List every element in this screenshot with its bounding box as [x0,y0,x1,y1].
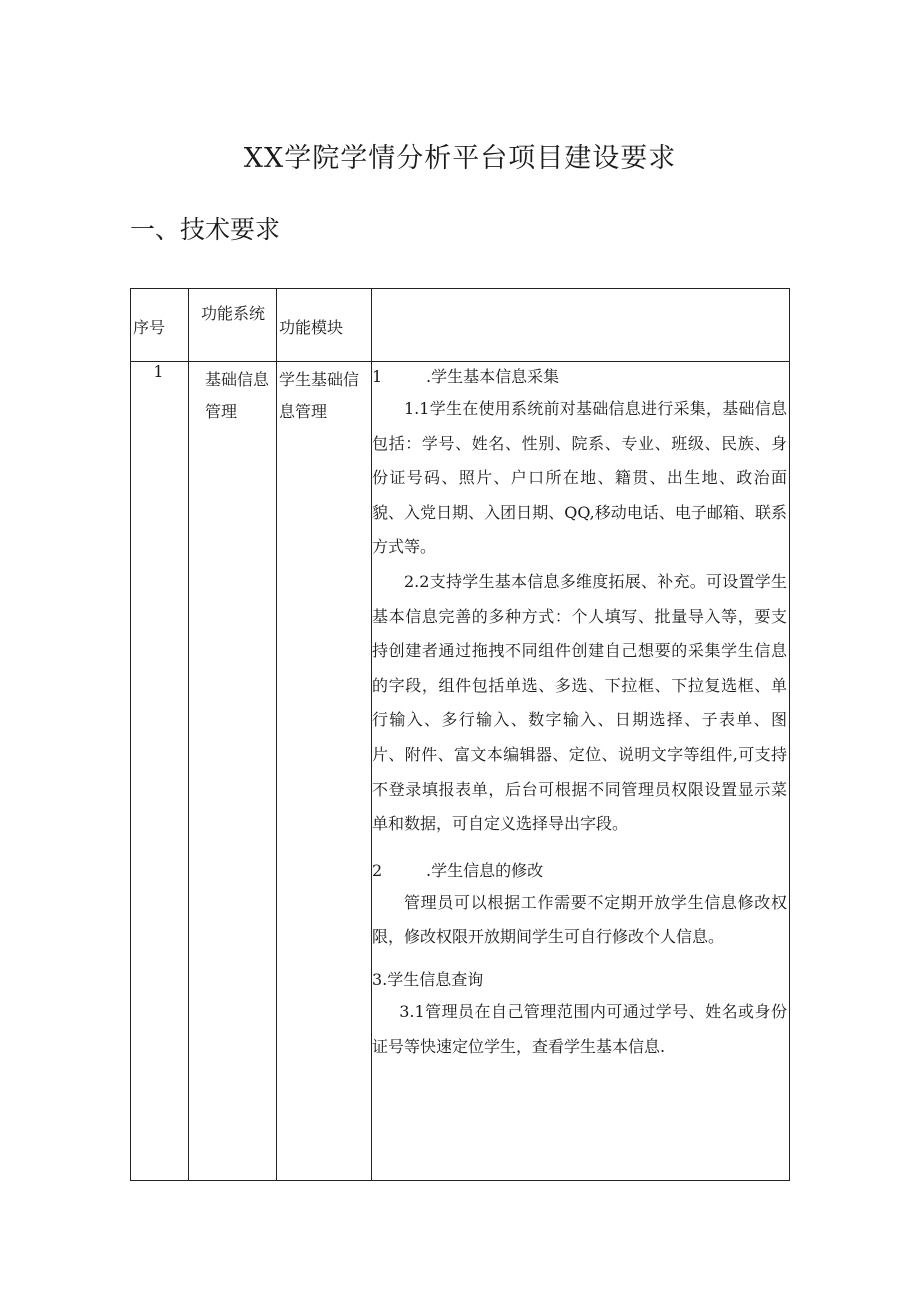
section-2-title: .学生信息的修改 [426,860,544,880]
section-3-paragraph-1: 3.1管理员在自己管理范围内可通过学号、姓名或身份证号等快速定位学生，查看学生基本信息. [372,1001,787,1056]
row-module: 学生基础信息管理 [279,370,360,421]
row-system: 基础信息管理 [205,370,270,421]
requirements-table [130,288,790,1181]
row-seq-cell [131,362,189,1181]
header-seq-cell [131,289,189,362]
row-system-cell [189,362,277,1181]
row-module-cell [277,362,372,1181]
section-1-paragraph-1: 1.1学生在使用系统前对基础信息进行采集，基础信息包括：学号、姓名、性别、院系、专业、班级、民族、身份证号码、照片、户口所在地、籍贯、出生地、政治面貌、入党日期、入团日期、QQ,移动电话、电子邮箱、联系方式等。 [372,399,787,557]
header-module-label: 功能模块 [279,318,344,337]
section-2-paragraph-1: 管理员可以根据工作需要不定期开放学生信息修改权限，修改权限开放期间学生可自行修改个人信息。 [372,892,787,947]
header-requirement-cell [372,289,790,362]
row-requirement-cell [372,362,790,1181]
section-2-heading [372,856,789,886]
table-header-row [131,289,790,362]
header-module-cell [277,289,372,362]
section-1-heading [372,362,789,392]
section-1-number: 1 [372,367,383,386]
header-system-label: 功能系统 [201,304,266,323]
table-row [131,362,790,1181]
section-heading: 一、技术要求 [130,215,281,244]
header-seq-label: 序号 [133,317,166,337]
section-1-title: .学生基本信息采集 [426,367,560,386]
section-3-heading: 3.学生信息查询 [372,969,484,989]
row-seq: 1 [153,362,164,381]
section-2-number: 2 [372,860,383,880]
section-1-paragraph-2: 2.2支持学生基本信息多维度拓展、补充。可设置学生基本信息完善的多种方式：个人填写、批量导入等，要支持创建者通过拖拽不同组件创建自己想要的采集学生信息的字段，组件包括单选、多选、下拉框、下拉复选框、单行输入、多行输入、数字输入、日期选择、子表单、图片、附件、富文本编辑器、定位、说明文字等组件,可支持不登录填报表单，后台可根据不同管理员权限设置显示菜单和数据，可自定义选择导出字段。 [372,571,787,834]
header-system-cell [189,289,277,362]
document-title: XX学院学情分析平台项目建设要求 [243,143,677,174]
